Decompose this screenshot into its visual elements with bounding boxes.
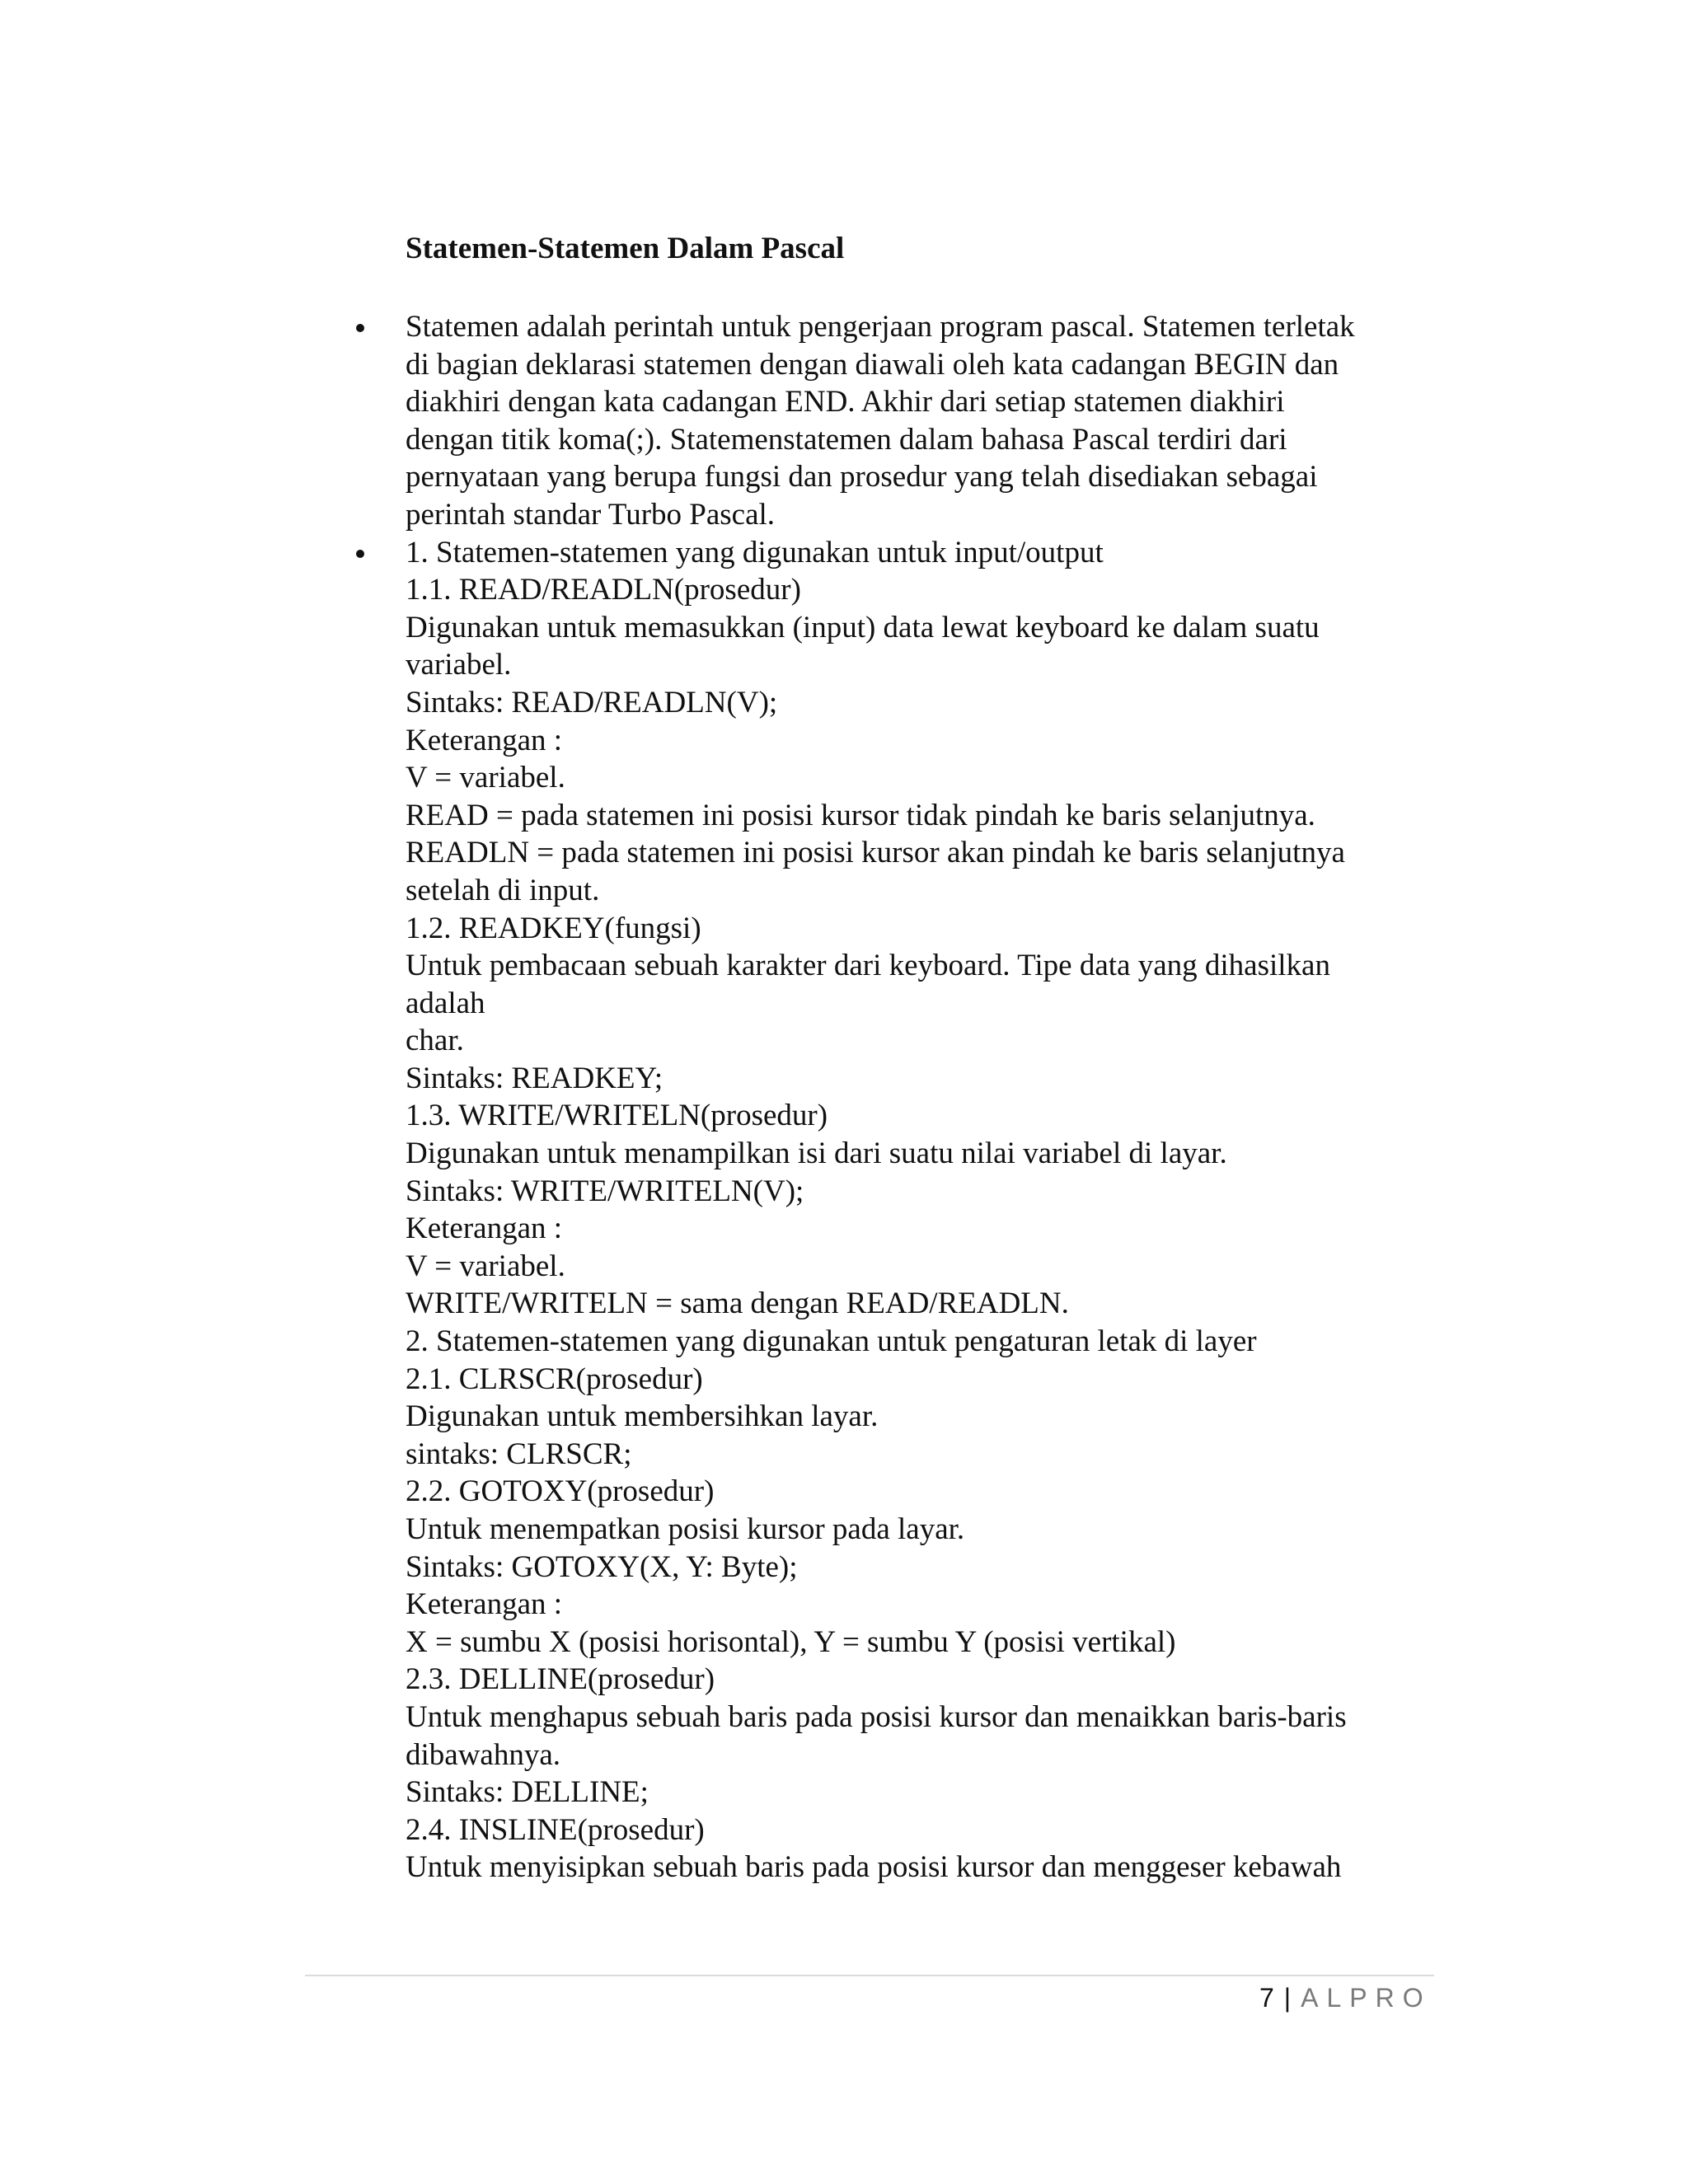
text-line: X = sumbu X (posisi horisontal), Y = sumbu Y (posisi vertikal) (406, 1624, 1176, 1659)
text-line: 2.3. DELLINE(prosedur) (406, 1662, 715, 1697)
text-line: 1. Statemen-statemen yang digunakan untuk input/output (406, 535, 1104, 569)
text-line: Sintaks: GOTOXY(X, Y: Byte); (406, 1549, 798, 1584)
text-line: Keterangan : (406, 1212, 563, 1246)
document-body (406, 308, 1428, 1886)
page-title: Statemen-Statemen Dalam Pascal (406, 232, 845, 265)
footer-divider (305, 1975, 1434, 1976)
text-line: Digunakan untuk membersihkan layar. (406, 1399, 879, 1434)
text-line: dengan titik koma(;). Statemenstatemen dalam bahasa Pascal terdiri dari (406, 422, 1287, 457)
text-line: 1.2. READKEY(fungsi) (406, 911, 701, 945)
text-line: V = variabel. (406, 1249, 565, 1283)
text-line: 1.1. READ/READLN(prosedur) (406, 573, 801, 607)
text-line: setelah di input. (406, 873, 600, 907)
text-line: 2. Statemen-statemen yang digunakan untuk pengaturan letak di layer (406, 1324, 1257, 1359)
text-line: dibawahnya. (406, 1737, 561, 1772)
text-line: READLN = pada statemen ini posisi kursor akan pindah ke baris selanjutnya (406, 836, 1345, 870)
text-line: perintah standar Turbo Pascal. (406, 497, 776, 532)
text-line: Sintaks: READKEY; (406, 1061, 663, 1095)
text-line: Untuk menyisipkan sebuah baris pada posisi kursor dan menggeser kebawah (406, 1850, 1342, 1885)
text-line: Untuk menghapus sebuah baris pada posisi kursor dan menaikkan baris-baris (406, 1699, 1347, 1734)
text-line: Sintaks: WRITE/WRITELN(V); (406, 1174, 804, 1208)
bullet-paragraph-statement-definition (406, 308, 1428, 534)
bullet-icon (356, 324, 364, 332)
text-line: pernyataan yang berupa fungsi dan prosedur yang telah disediakan sebagai (406, 460, 1318, 494)
text-line: Sintaks: DELLINE; (406, 1775, 649, 1810)
text-line: char. (406, 1024, 464, 1058)
page-number: 7 (1259, 1983, 1274, 2013)
text-line: Digunakan untuk memasukkan (input) data lewat keyboard ke dalam suatu (406, 610, 1320, 644)
page-footer (1259, 1981, 1432, 2014)
text-line: sintaks: CLRSCR; (406, 1436, 632, 1471)
footer-label: ALPRO (1301, 1983, 1432, 2013)
text-line: Digunakan untuk menampilkan isi dari suatu nilai variabel di layar. (406, 1137, 1227, 1171)
text-line: di bagian deklarasi statemen dengan diawali oleh kata cadangan BEGIN dan (406, 347, 1339, 382)
text-line: 2.2. GOTOXY(prosedur) (406, 1474, 715, 1509)
text-line: 1.3. WRITE/WRITELN(prosedur) (406, 1099, 828, 1133)
text-line: Keterangan : (406, 723, 563, 757)
text-line: diakhiri dengan kata cadangan END. Akhir dari setiap statemen diakhiri (406, 385, 1285, 419)
text-line: 2.4. INSLINE(prosedur) (406, 1812, 705, 1847)
text-line: Untuk menempatkan posisi kursor pada layar. (406, 1512, 965, 1546)
text-line: WRITE/WRITELN = sama dengan READ/READLN. (406, 1286, 1069, 1321)
bullet-paragraph-statement-list (406, 534, 1428, 1886)
text-line: 2.1. CLRSCR(prosedur) (406, 1361, 703, 1396)
text-line: READ = pada statemen ini posisi kursor tidak pindah ke baris selanjutnya. (406, 798, 1315, 832)
text-line: variabel. (406, 648, 512, 682)
text-line: V = variabel. (406, 761, 565, 795)
bullet-icon (356, 550, 364, 558)
text-line: Untuk pembacaan sebuah karakter dari keyboard. Tipe data yang dihasilkan (406, 949, 1330, 983)
text-line: Statemen adalah perintah untuk pengerjaan program pascal. Statemen terletak (406, 310, 1355, 344)
footer-separator: | (1283, 1983, 1292, 2013)
text-line: Keterangan : (406, 1587, 563, 1622)
text-line: Sintaks: READ/READLN(V); (406, 685, 778, 719)
text-line: adalah (406, 986, 485, 1020)
